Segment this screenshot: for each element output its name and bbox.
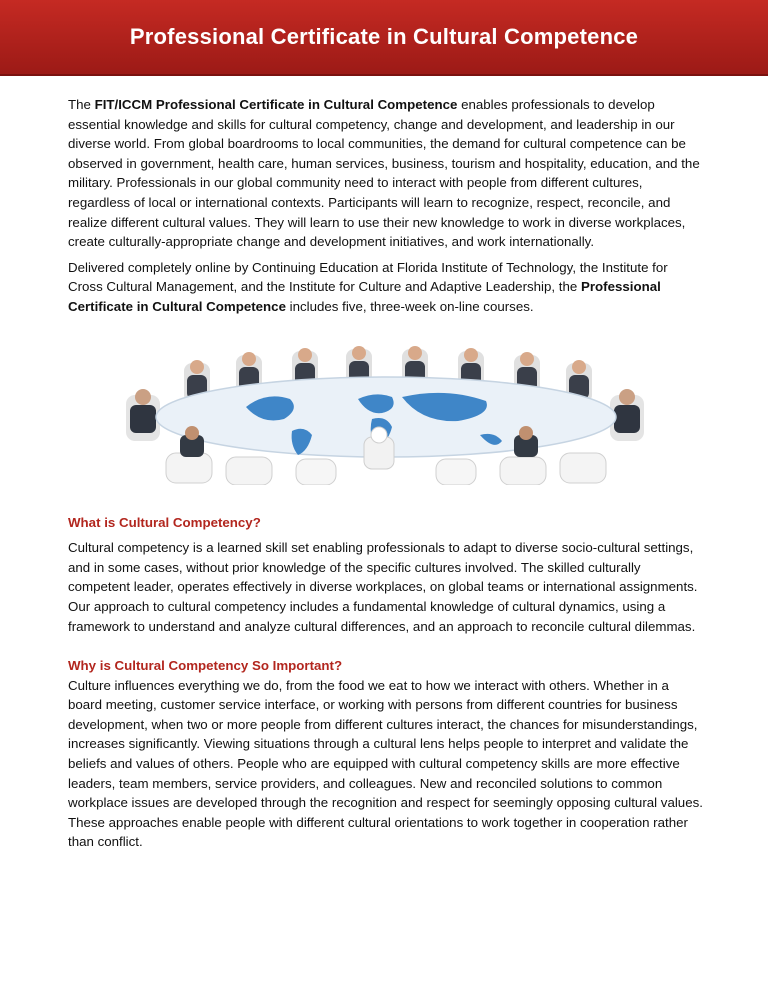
delivery-paragraph [68, 258, 704, 317]
section-body-why: Culture influences everything we do, from the food we eat to how we interact with others. Whether in a board meeting, customer service interface, or working with persons from different countries for business development, when two or more people from different cultures interact, the chances for misunderstandings, increases significantly. Viewing situations through a cultural lens helps people to interpret and validate the beliefs and values of others. People who are equipped with cultural competency skills are more effective leaders, team members, service providers, and colleagues. New and reconciled solutions to common workplace issues are developed through the recognition and respect for seemingly opposing cultural values. These approaches enable people with different cultural orientations to work together in cooperation rather than conflict. [68, 677, 703, 850]
section-heading-why: Why is Cultural Competency So Important? [68, 658, 343, 674]
section-body-what: Cultural competency is a learned skill set enabling professionals to adapt to diverse socio-cultural settings, and in some cases, without prior knowledge of the specific cultures involved. The skilled culturally competent leader, operates effectively in diverse workplaces, on global teams or international assignments. Our approach to cultural competency includes a fundamental knowledge of cultural dynamics, using a framework to understand and analyze cultural differences, and an approach to reconcile cultural dilemmas. [68, 540, 698, 634]
delivery-text: includes five, three-week on-line courses. [285, 298, 534, 314]
section-heading-what: What is Cultural Competency? [68, 514, 261, 530]
intro-program-name: FIT/ICCM Professional Certificate in Cultural Competence [94, 97, 458, 112]
delivery-program-name: Professional Certificate in Cultural Competence [68, 279, 661, 314]
intro-paragraph [68, 95, 704, 252]
document-body [68, 95, 704, 852]
delivery-lead: Delivered completely online by Continuing Education at Florida Institute of Technology, the Institute for Cross Cultural Management, and the Institute for Culture and Adaptive Leadership, the [68, 259, 668, 295]
title-banner [0, 0, 768, 76]
intro-lead: The [68, 97, 95, 112]
conference-table-photo [96, 335, 676, 485]
page-title: Professional Certificate in Cultural Competence [129, 24, 639, 49]
intro-text: enables professionals to develop essential knowledge and skills for cultural competency, change and development, and leadership in our diverse world. From global boardrooms to local communities, the demand for cultural competence can be observed in government, health care, human services, business, tourism and hospitality, education, and the military. Professionals in our global community need to interact with people from different cultures, regardless of local or international contexts. Participants will learn to recognize, respect, reconcile, and realize different cultural values. They will learn to use their new knowledge to work in diverse workplaces, create culturally-appropriate change and development initiatives, and work internationally. [68, 97, 700, 250]
